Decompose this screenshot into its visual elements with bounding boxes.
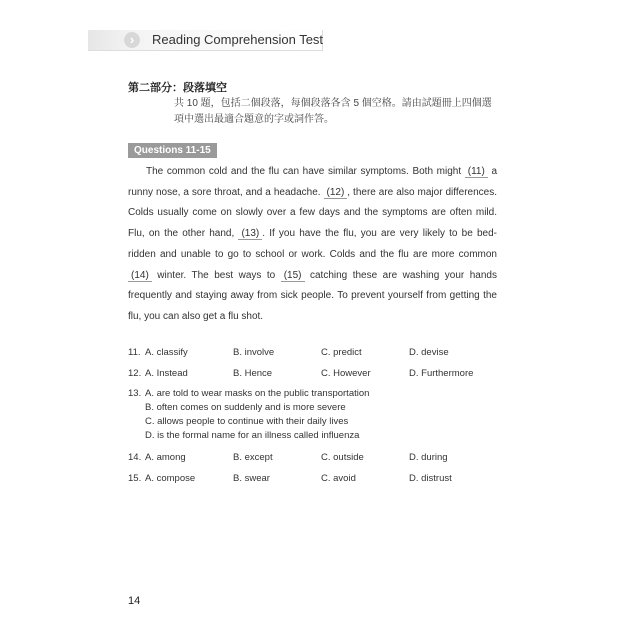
blank-13: (13) [238, 228, 262, 240]
answer-option: B. often comes on suddenly and is more severe [145, 401, 346, 413]
passage-text: , there are also major differences. Colds usually come on slowly over a few days and the symptoms are often mild. Flu, on the other hand, [128, 186, 497, 240]
answer-option: D. is the formal name for an illness called influenza [145, 429, 360, 441]
questions-label: Questions 11-15 [128, 143, 217, 158]
question-option-row [128, 429, 497, 443]
passage [128, 162, 497, 328]
questions-label-wrap [128, 140, 497, 156]
answer-option: B. Hence [233, 367, 273, 379]
question-option-row [128, 401, 497, 415]
page-title: Reading Comprehension Test [152, 32, 324, 47]
blank-12: (12) [324, 187, 348, 199]
passage-text: catching these are washing your hands frequently and staying away from sick people. To prevent yourself from getting the flu, you can also get a flu shot. [128, 269, 497, 322]
question-number: 12. [128, 367, 142, 379]
answer-option: B. swear [233, 472, 270, 484]
answer-option: B. except [233, 451, 273, 463]
question-number: 13. [128, 387, 142, 399]
answer-option: C. outside [321, 451, 364, 463]
blank-11: (11) [465, 166, 488, 178]
question-number: 15. [128, 472, 142, 484]
answer-option: B. involve [233, 346, 275, 358]
answer-option: A. are told to wear masks on the public transportation [145, 387, 370, 399]
question-option-row [128, 387, 497, 401]
answer-option: C. allows people to continue with their daily lives [145, 415, 349, 427]
passage-text: . If you have the flu, you are very likely to be bed-ridden and unable to go to school or work. Colds and the flu are more common [128, 228, 497, 260]
answer-option: A. classify [145, 346, 188, 358]
header-bar [88, 30, 323, 51]
answer-option: D. distrust [409, 472, 452, 484]
answer-option: C. avoid [321, 472, 356, 484]
question-row [128, 363, 497, 384]
answer-option: D. Furthermore [409, 367, 474, 379]
answer-option: C. predict [321, 346, 362, 358]
question-list [128, 342, 497, 489]
page-content [128, 80, 497, 489]
section-header [128, 80, 497, 128]
question-number: 14. [128, 451, 142, 463]
answer-option: C. However [321, 367, 371, 379]
answer-option: A. among [145, 451, 186, 463]
answer-option: D. devise [409, 346, 449, 358]
passage-text: The common cold and the flu can have similar symptoms. Both might [146, 166, 465, 177]
question-row [128, 447, 497, 468]
question-option-row [128, 415, 497, 429]
question-number: 11. [128, 346, 141, 358]
question-row [128, 342, 497, 363]
question-row [128, 468, 497, 489]
section-heading: 第二部分：段落填空 [128, 82, 227, 94]
answer-option: A. Instead [145, 367, 188, 379]
answer-option: D. during [409, 451, 448, 463]
section-instructions: 共 10 題，包括二個段落，每個段落各含 5 個空格。請由試題冊上四個選項中選出最適合題意的字或詞作答。 [174, 98, 492, 125]
chevron-right-icon: › [124, 32, 140, 48]
blank-14: (14) [128, 270, 152, 282]
passage-text: a runny nose, a sore throat, and a headache. [128, 166, 498, 198]
passage-text: winter. The best ways to [151, 269, 281, 281]
answer-option: A. compose [145, 472, 196, 484]
page-number: 14 [128, 595, 141, 607]
blank-15: (15) [281, 270, 305, 282]
question-group [128, 387, 497, 443]
